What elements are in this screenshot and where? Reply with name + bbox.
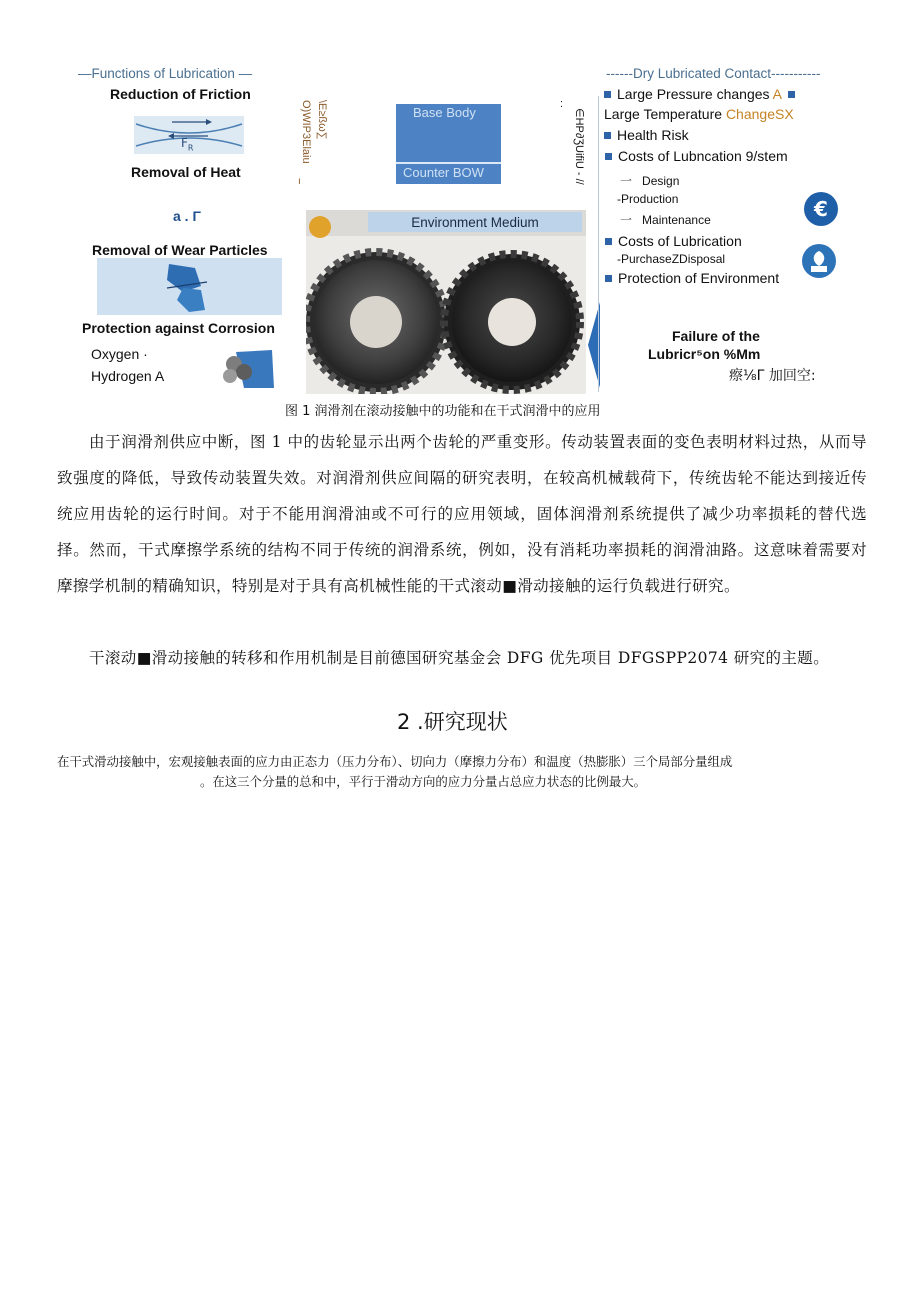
bullet-icon — [604, 132, 611, 139]
removal-heat-label: Removal of Heat — [131, 164, 241, 180]
gear-photo — [306, 210, 586, 394]
vertical-text-left-1: \E≥ßω∑ — [316, 100, 328, 140]
costs-lubrication-item: Costs of Lubrication — [605, 233, 742, 249]
vertical-text-left-3: ı — [298, 176, 301, 187]
divider-line — [598, 96, 599, 392]
gears-icon — [306, 234, 586, 394]
large-temperature-item: Large Temperature ChangeSX — [604, 106, 794, 122]
blue-arrow-icon — [586, 300, 602, 390]
vertical-dot: : — [560, 98, 564, 110]
bullet-icon — [788, 91, 795, 98]
environment-medium-banner — [368, 212, 582, 232]
bullet-icon — [604, 91, 611, 98]
contact-bodies-diagram — [396, 104, 501, 184]
failure-label-1: Failure of the — [672, 328, 760, 344]
protection-environment-item: Protection of Environment — [605, 270, 779, 286]
paragraph-3-line-2: 。在这三个分量的总和中，平行于滑动方向的应力分量占总应力状态的比例最大。 — [200, 774, 647, 789]
environment-medium-label: Environment Medium — [411, 215, 539, 230]
counter-body-label: Counter BOW — [403, 165, 484, 180]
paragraph-1: 由于润滑剂供应中断，图 1 中的齿轮显示出两个齿轮的严重变形。传动装置表面的变色表明材料过热，从而导致强度的降低，导致传动装置失效。对润滑剂供应间隔的研究表明，在较高机械载荷下，传统齿轮不能达到接近传统应用齿轮的运行时间。对于不能用润滑油或不可行的应用领域，固体润滑剂系统提供了减少功率损耗的替代选择。然而，干式摩擦学系统的结构不同于传统的润滑系统，例如，没有消耗功率损耗的润滑油路。这意味着需要对摩擦学机制的精确知识，特别是对于具有高机械性能的干式滚动■滑动接触的运行负载进行研究。 — [57, 433, 867, 595]
hydrogen-label: Hydrogen A — [91, 368, 165, 384]
reduction-friction-label: Reduction of Friction — [110, 86, 251, 102]
maintenance-item: 一 Maintenance — [620, 213, 711, 227]
protection-corrosion-label: Protection against Corrosion — [82, 320, 275, 336]
wear-particles-diagram — [97, 258, 282, 315]
euro-icon: € — [804, 192, 838, 226]
corrosion-diagram — [220, 348, 274, 390]
garbled-label: 瘵⅛Γ 加回空: — [729, 368, 816, 384]
design-item: 一 Design — [620, 174, 680, 188]
friction-diagram — [134, 116, 244, 154]
bullet-icon — [605, 153, 612, 160]
dry-contact-title: ------Dry Lubricated Contact----------- — [606, 66, 821, 81]
failure-label-2: Lubricr⁵on %Mm — [648, 346, 761, 362]
purchase-disposal-item: -PurchaseZDisposal — [617, 252, 726, 266]
vertical-text-right: ∈HP∂ƷUifiU - // — [573, 108, 585, 185]
corrosion-molecule-icon — [220, 348, 274, 390]
fr-label: $F_R$ — [181, 136, 194, 153]
bullet-icon — [605, 238, 612, 245]
oxygen-label: Oxygen · — [91, 346, 148, 362]
section-title: 2 .研究现状 — [397, 710, 508, 734]
contact-line — [396, 162, 501, 164]
environment-leaf-icon — [802, 244, 836, 278]
large-pressure-item: Large Pressure changes A — [604, 86, 801, 102]
costs-system-item: Costs of Lubncation 9/stem — [605, 148, 788, 164]
figure-caption: 图 1 润滑剂在滚动接触中的功能和在干式润滑中的应用 — [285, 404, 601, 419]
removal-wear-label: Removal of Wear Particles — [92, 242, 268, 258]
vertical-text-left-2: O)WIP3Elaiu — [300, 100, 312, 164]
functions-title: —Functions of Lubrication — — [78, 66, 253, 81]
health-risk-item: Health Risk — [604, 127, 689, 143]
paragraph-3-line-1: 在干式滑动接触中，宏观接触表面的应力由正态力（压力分布）、切向力（摩擦力分布）和温度（热膨胀）三个局部分量组成 — [57, 754, 733, 769]
wear-particles-icon — [97, 258, 282, 315]
base-body-label: Base Body — [413, 105, 476, 120]
production-item: -Production — [617, 192, 679, 206]
paragraph-2: 干滚动■滑动接触的转移和作用机制是目前德国研究基金会 DFG 优先项目 DFGSPP2074 研究的主题。 — [89, 649, 830, 667]
factory-leaf-icon — [802, 244, 836, 278]
bullet-icon — [605, 275, 612, 282]
a-label: a . Γ — [173, 208, 201, 224]
